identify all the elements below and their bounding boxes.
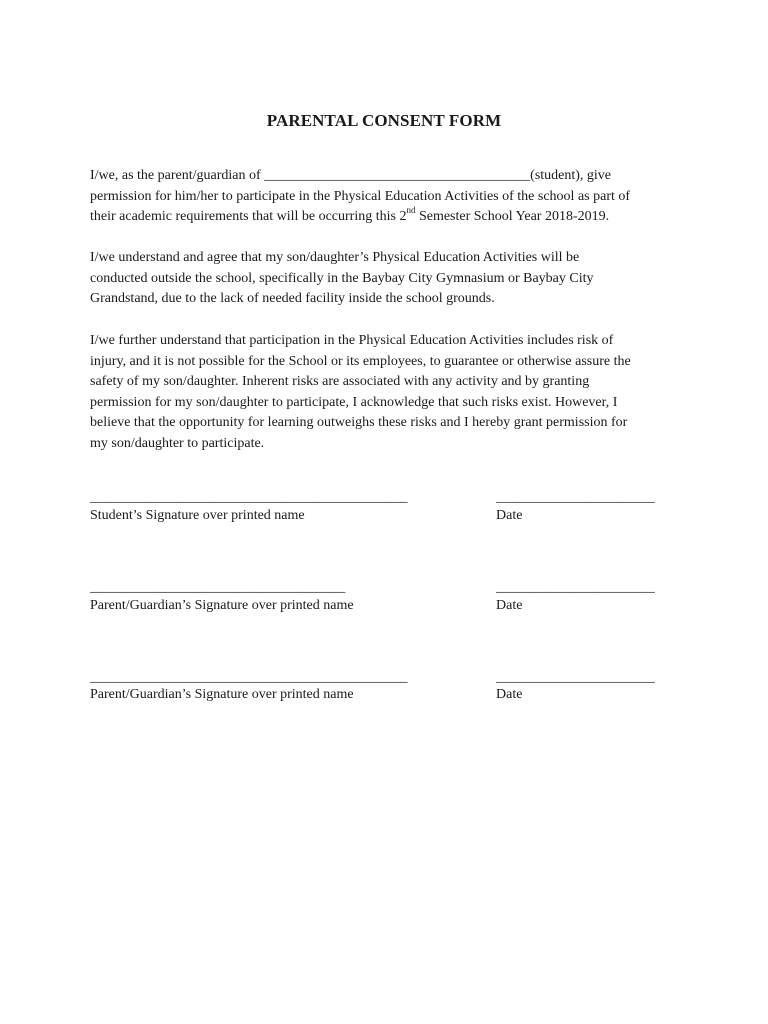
- ordinal-suffix: nd: [406, 205, 416, 216]
- paragraph-text: Semester School Year 2018-2019.: [415, 209, 610, 224]
- paragraph-permission: [90, 166, 690, 228]
- paragraph-line: believe that the opportunity for learning outweighs these risks and I hereby grant permission for: [90, 415, 628, 430]
- paragraph-risk: [90, 331, 690, 454]
- paragraph-line: permission for him/her to participate in the Physical Education Activities of the school as part of: [90, 188, 631, 204]
- paragraph-text: their academic requirements that will be occurring this 2: [90, 209, 407, 224]
- student-signature-line[interactable]: ______________________________________________: [90, 490, 408, 505]
- paragraph-line: conducted outside the school, specifically in the Baybay City Gymnasium or Baybay City: [90, 270, 594, 286]
- guardian-date-label-1: Date: [496, 598, 523, 613]
- paragraph-line: [90, 207, 690, 228]
- guardian-signature-line-1[interactable]: _____________________________________: [90, 580, 346, 595]
- student-signature-label: Student’s Signature over printed name: [90, 508, 305, 523]
- guardian-date-line-1[interactable]: _______________________: [496, 580, 655, 595]
- guardian-signature-line-2[interactable]: ______________________________________________: [90, 670, 408, 685]
- guardian-date-label-2: Date: [496, 687, 523, 702]
- student-date-line[interactable]: _______________________: [496, 490, 655, 505]
- form-title: PARENTAL CONSENT FORM: [266, 111, 502, 130]
- guardian-date-line-2[interactable]: _______________________: [496, 670, 655, 685]
- paragraph-location: [90, 248, 690, 310]
- student-date-label: Date: [496, 508, 523, 523]
- paragraph-line: injury, and it is not possible for the School or its employees, to guarantee or otherwise assure the: [90, 353, 631, 369]
- paragraph-line: Grandstand, due to the lack of needed facility inside the school grounds.: [90, 291, 495, 306]
- guardian-signature-label-2: Parent/Guardian’s Signature over printed name: [90, 687, 354, 702]
- guardian-signature-label-1: Parent/Guardian’s Signature over printed name: [90, 598, 354, 613]
- paragraph-line: safety of my son/daughter. Inherent risks are associated with any activity and by granting: [90, 374, 590, 389]
- paragraph-line: I/we further understand that participation in the Physical Education Activities includes risk of: [90, 333, 614, 348]
- paragraph-line: permission for my son/daughter to participate, I acknowledge that such risks exist. However, I: [90, 394, 618, 410]
- paragraph-line: I/we understand and agree that my son/daughter’s Physical Education Activities will be: [90, 250, 580, 265]
- paragraph-line: my son/daughter to participate.: [90, 435, 265, 451]
- paragraph-line: I/we, as the parent/guardian of ______________________________________(student), give: [90, 168, 612, 183]
